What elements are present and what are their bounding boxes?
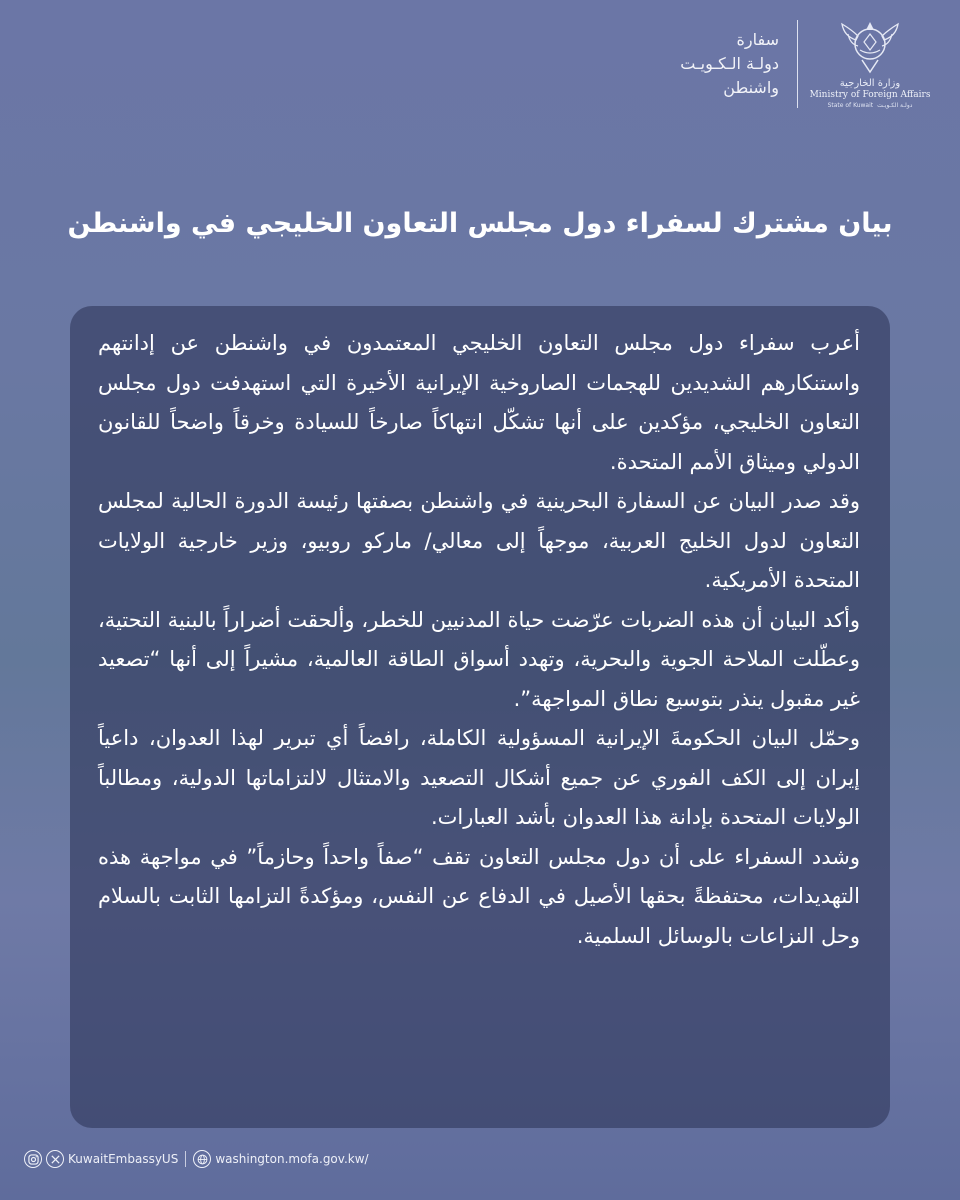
statement-paragraph: وقد صدر البيان عن السفارة البحرينية في واشنطن بصفتها رئيسة الدورة الحالية لمجلس التعاون لدول الخليج العربية، موجهاً إلى معالي/ ماركو روبيو، وزير خارجية الولايات المتحدة الأمريكية. bbox=[98, 489, 860, 592]
statement-title: بيان مشترك لسفراء دول مجلس التعاون الخليجي في واشنطن bbox=[67, 208, 893, 239]
statement-paragraph: وحمّل البيان الحكومةَ الإيرانية المسؤولية الكاملة، رافضاً أي تبرير لهذا العدوان، داعياً إيران إلى الكف الفوري عن جميع أشكال التصعيد والامتثال لالتزاماتها الدولية، ومطالباً الولايات المتحدة بإدانة هذا العدوان بأشد العبارات. bbox=[98, 726, 860, 829]
statement-paragraph: أعرب سفراء دول مجلس التعاون الخليجي المعتمدون في واشنطن عن إدانتهم واستنكارهم الشديدين للهجمات الصاروخية الإيرانية الأخيرة التي استهدفت دول مجلس التعاون الخليجي، مؤكدين على أنها تشكّل انتهاكاً صارخاً للسيادة وخرقاً واضحاً للقانون الدولي وميثاق الأمم المتحدة. bbox=[98, 331, 860, 474]
social-footer bbox=[24, 1150, 369, 1168]
statement-body bbox=[70, 306, 890, 1128]
instagram-icon[interactable] bbox=[24, 1150, 42, 1168]
ministry-name-arabic: وزارة الخارجية bbox=[839, 78, 901, 89]
state-name-english: State of Kuwait bbox=[827, 102, 874, 109]
ministry-name-english: Ministry of Foreign Affairs bbox=[809, 90, 931, 100]
statement-paragraph: وشدد السفراء على أن دول مجلس التعاون تقف “صفاً واحداً وحازماً” في مواجهة هذه التهديدات، محتفظةً بحقها الأصيل في الدفاع عن النفس، ومؤكدةً التزامها الثابت بالسلام وحل النزاعات بالوسائل السلمية. bbox=[98, 844, 860, 948]
statement-paragraph: وأكد البيان أن هذه الضربات عرّضت حياة المدنيين للخطر، وألحقت أضراراً بالبنية التحتية، وعطّلت الملاحة الجوية والبحرية، وتهدد أسواق الطاقة العالمية، مشيراً إلى أنها “تصعيد غير مقبول ينذر بتوسيع نطاق المواجهة”. bbox=[98, 607, 860, 711]
embassy-line: سفارة bbox=[736, 30, 779, 49]
website-link[interactable]: washington.mofa.gov.kw/ bbox=[215, 1152, 369, 1166]
kuwait-emblem-icon bbox=[840, 14, 900, 76]
social-handle[interactable]: KuwaitEmbassyUS bbox=[68, 1152, 179, 1166]
embassy-name bbox=[680, 28, 779, 100]
state-line bbox=[828, 102, 913, 109]
header-divider bbox=[797, 20, 798, 108]
embassy-line: واشنطن bbox=[723, 78, 779, 97]
embassy-line: دولـة الـكـويـت bbox=[680, 54, 779, 73]
footer-divider bbox=[185, 1151, 186, 1167]
x-icon[interactable] bbox=[46, 1150, 64, 1168]
ministry-logo bbox=[809, 14, 931, 109]
state-name-arabic: دولـة الكـويـت bbox=[877, 102, 913, 109]
globe-icon[interactable] bbox=[193, 1150, 211, 1168]
page-header bbox=[680, 14, 931, 109]
